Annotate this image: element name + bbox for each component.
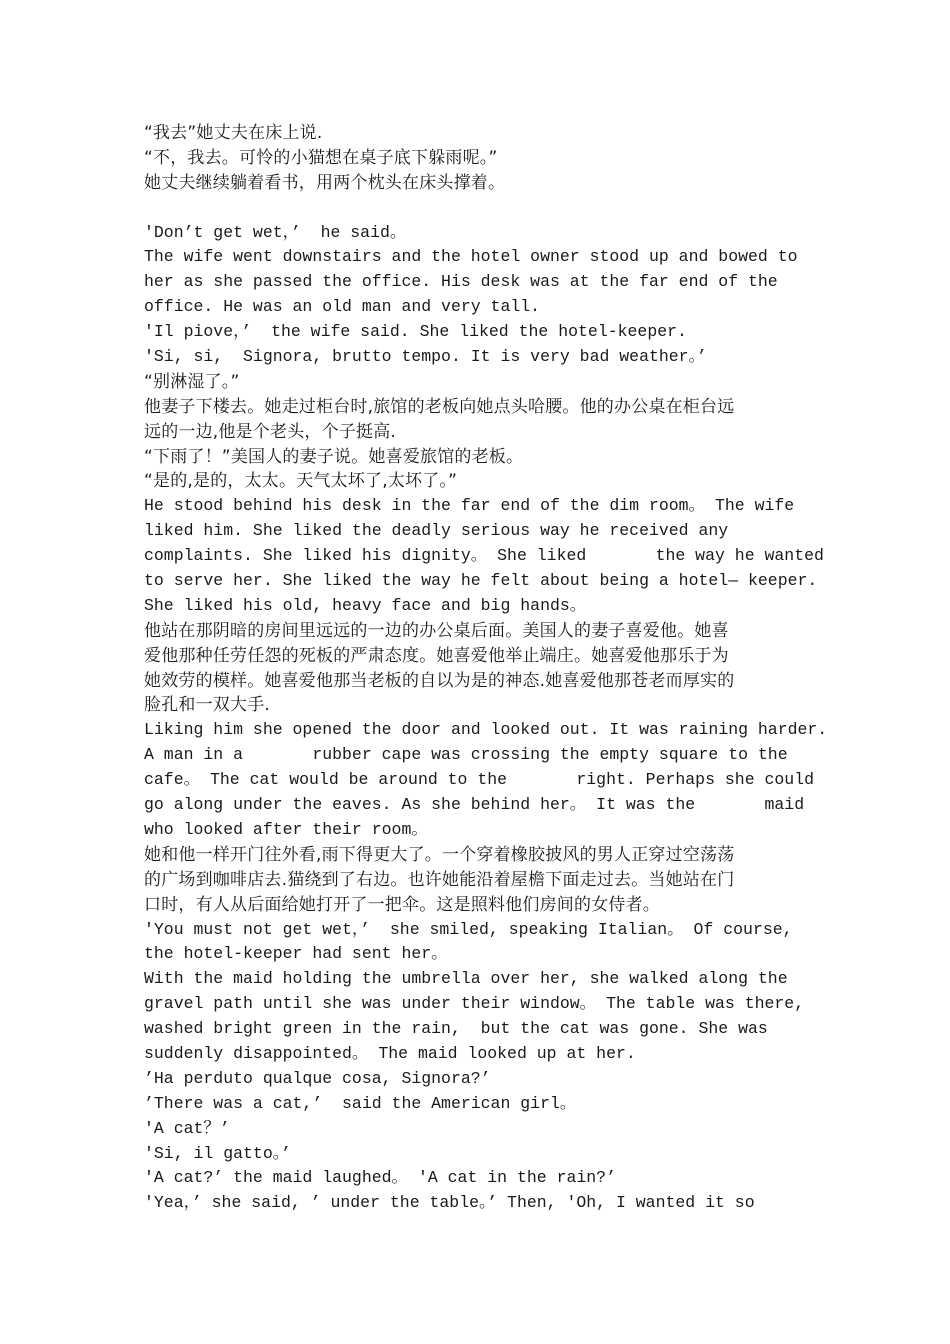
english-text-line: 'Si, il gatto。’ (144, 1143, 291, 1163)
english-text-line: cafe。 The cat would be around to the right. Perhaps she could (144, 770, 815, 790)
chinese-text-line: 爱他那种任劳任怨的死板的严肃态度。她喜爱他举止端庄。她喜爱他那乐于为 (144, 645, 729, 666)
english-text-line: go along under the eaves. As she behind her。 It was the maid (144, 795, 805, 815)
chinese-text-line: 口时，有人从后面给她打开了一把伞。这是照料他们房间的女侍者。 (144, 894, 660, 915)
chinese-text-line: 他妻子下楼去。她走过柜台时,旅馆的老板向她点头哈腰。他的办公桌在柜台远 (144, 396, 735, 417)
chinese-text-line: 她效劳的模样。她喜爱他那当老板的自以为是的神态.她喜爱他那苍老而厚实的 (144, 670, 735, 691)
english-text-line: the hotel-keeper had sent her。 (144, 944, 448, 964)
english-text-line: With the maid holding the umbrella over her, she walked along the (144, 969, 788, 989)
english-text-line: gravel path until she was under their window。 The table was there, (144, 994, 805, 1014)
english-text-line: Liking him she opened the door and looked out. It was raining harder. (144, 720, 828, 740)
english-text-line: her as she passed the office. His desk was at the far end of the (144, 272, 778, 292)
chinese-text-line: “别淋湿了。” (144, 371, 240, 392)
english-text-line: washed bright green in the rain, but the cat was gone. She was (144, 1019, 768, 1039)
chinese-text-line: 远的一边,他是个老头，个子挺高. (144, 421, 397, 442)
english-text-line: 'Don’t get wet，’ he said。 (144, 222, 407, 242)
chinese-text-line: “是的,是的，太太。天气太坏了,太坏了。” (144, 471, 458, 492)
english-text-line: 'A cat?’ the maid laughed。 'A cat in the rain?’ (144, 1168, 616, 1188)
document-page (144, 121, 828, 1216)
english-text-line: suddenly disappointed。 The maid looked up at her. (144, 1043, 636, 1063)
chinese-text-line: 她和他一样开门往外看,雨下得更大了。一个穿着橡胶披风的男人正穿过空荡荡 (144, 844, 735, 865)
blank-line (144, 196, 824, 221)
chinese-text-line: “我去”她丈夫在床上说. (144, 123, 323, 143)
english-text-line: 'You must not get wet，’ she smiled, speaking Italian。 Of course, (144, 919, 793, 939)
english-text-line: 'Si, si, Signora, brutto tempo. It is very bad weather。’ (144, 347, 707, 367)
chinese-text-line: “下雨了！”美国人的妻子说。她喜爱旅馆的老板。 (144, 446, 524, 467)
english-text-line: 'Yea，’ she said, ’ under the table。’ Then, 'Oh, I wanted it so (144, 1193, 755, 1213)
chinese-text-line: 脸孔和一双大手. (144, 695, 271, 716)
english-text-line: A man in a rubber cape was crossing the empty square to the (144, 745, 788, 765)
chinese-text-line: 的广场到咖啡店去.猫绕到了右边。也许她能沿着屋檐下面走过去。当她站在门 (144, 869, 735, 890)
english-text-line: ’Ha perduto qualque cosa, Signora?’ (144, 1068, 491, 1088)
english-text-line: complaints. She liked his dignity。 She liked the way he wanted (144, 546, 824, 566)
english-text-line: liked him. She liked the deadly serious way he received any (144, 521, 729, 541)
chinese-text-line: “不，我去。可怜的小猫想在桌子底下躲雨呢。” (144, 147, 498, 168)
chinese-text-line: 她丈夫继续躺着看书，用两个枕头在床头撑着。 (144, 172, 506, 193)
english-text-line: who looked after their room。 (144, 819, 428, 839)
english-text-line: office. He was an old man and very tall. (144, 297, 541, 317)
chinese-text-line: 他站在那阴暗的房间里远远的一边的办公桌后面。美国人的妻子喜爱他。她喜 (144, 620, 729, 641)
english-text-line: He stood behind his desk in the far end of the dim room。 The wife (144, 496, 795, 516)
english-text-line: ’There was a cat,’ said the American girl。 (144, 1093, 577, 1113)
english-text-line: to serve her. She liked the way he felt about being a hotel— keeper. (144, 571, 818, 591)
english-text-line: She liked his old, heavy face and big hands。 (144, 595, 587, 615)
english-text-line: The wife went downstairs and the hotel owner stood up and bowed to (144, 247, 798, 267)
english-text-line: 'A cat？’ (144, 1118, 230, 1138)
english-text-line: 'Il piove，’ the wife said. She liked the hotel-keeper. (144, 322, 687, 342)
